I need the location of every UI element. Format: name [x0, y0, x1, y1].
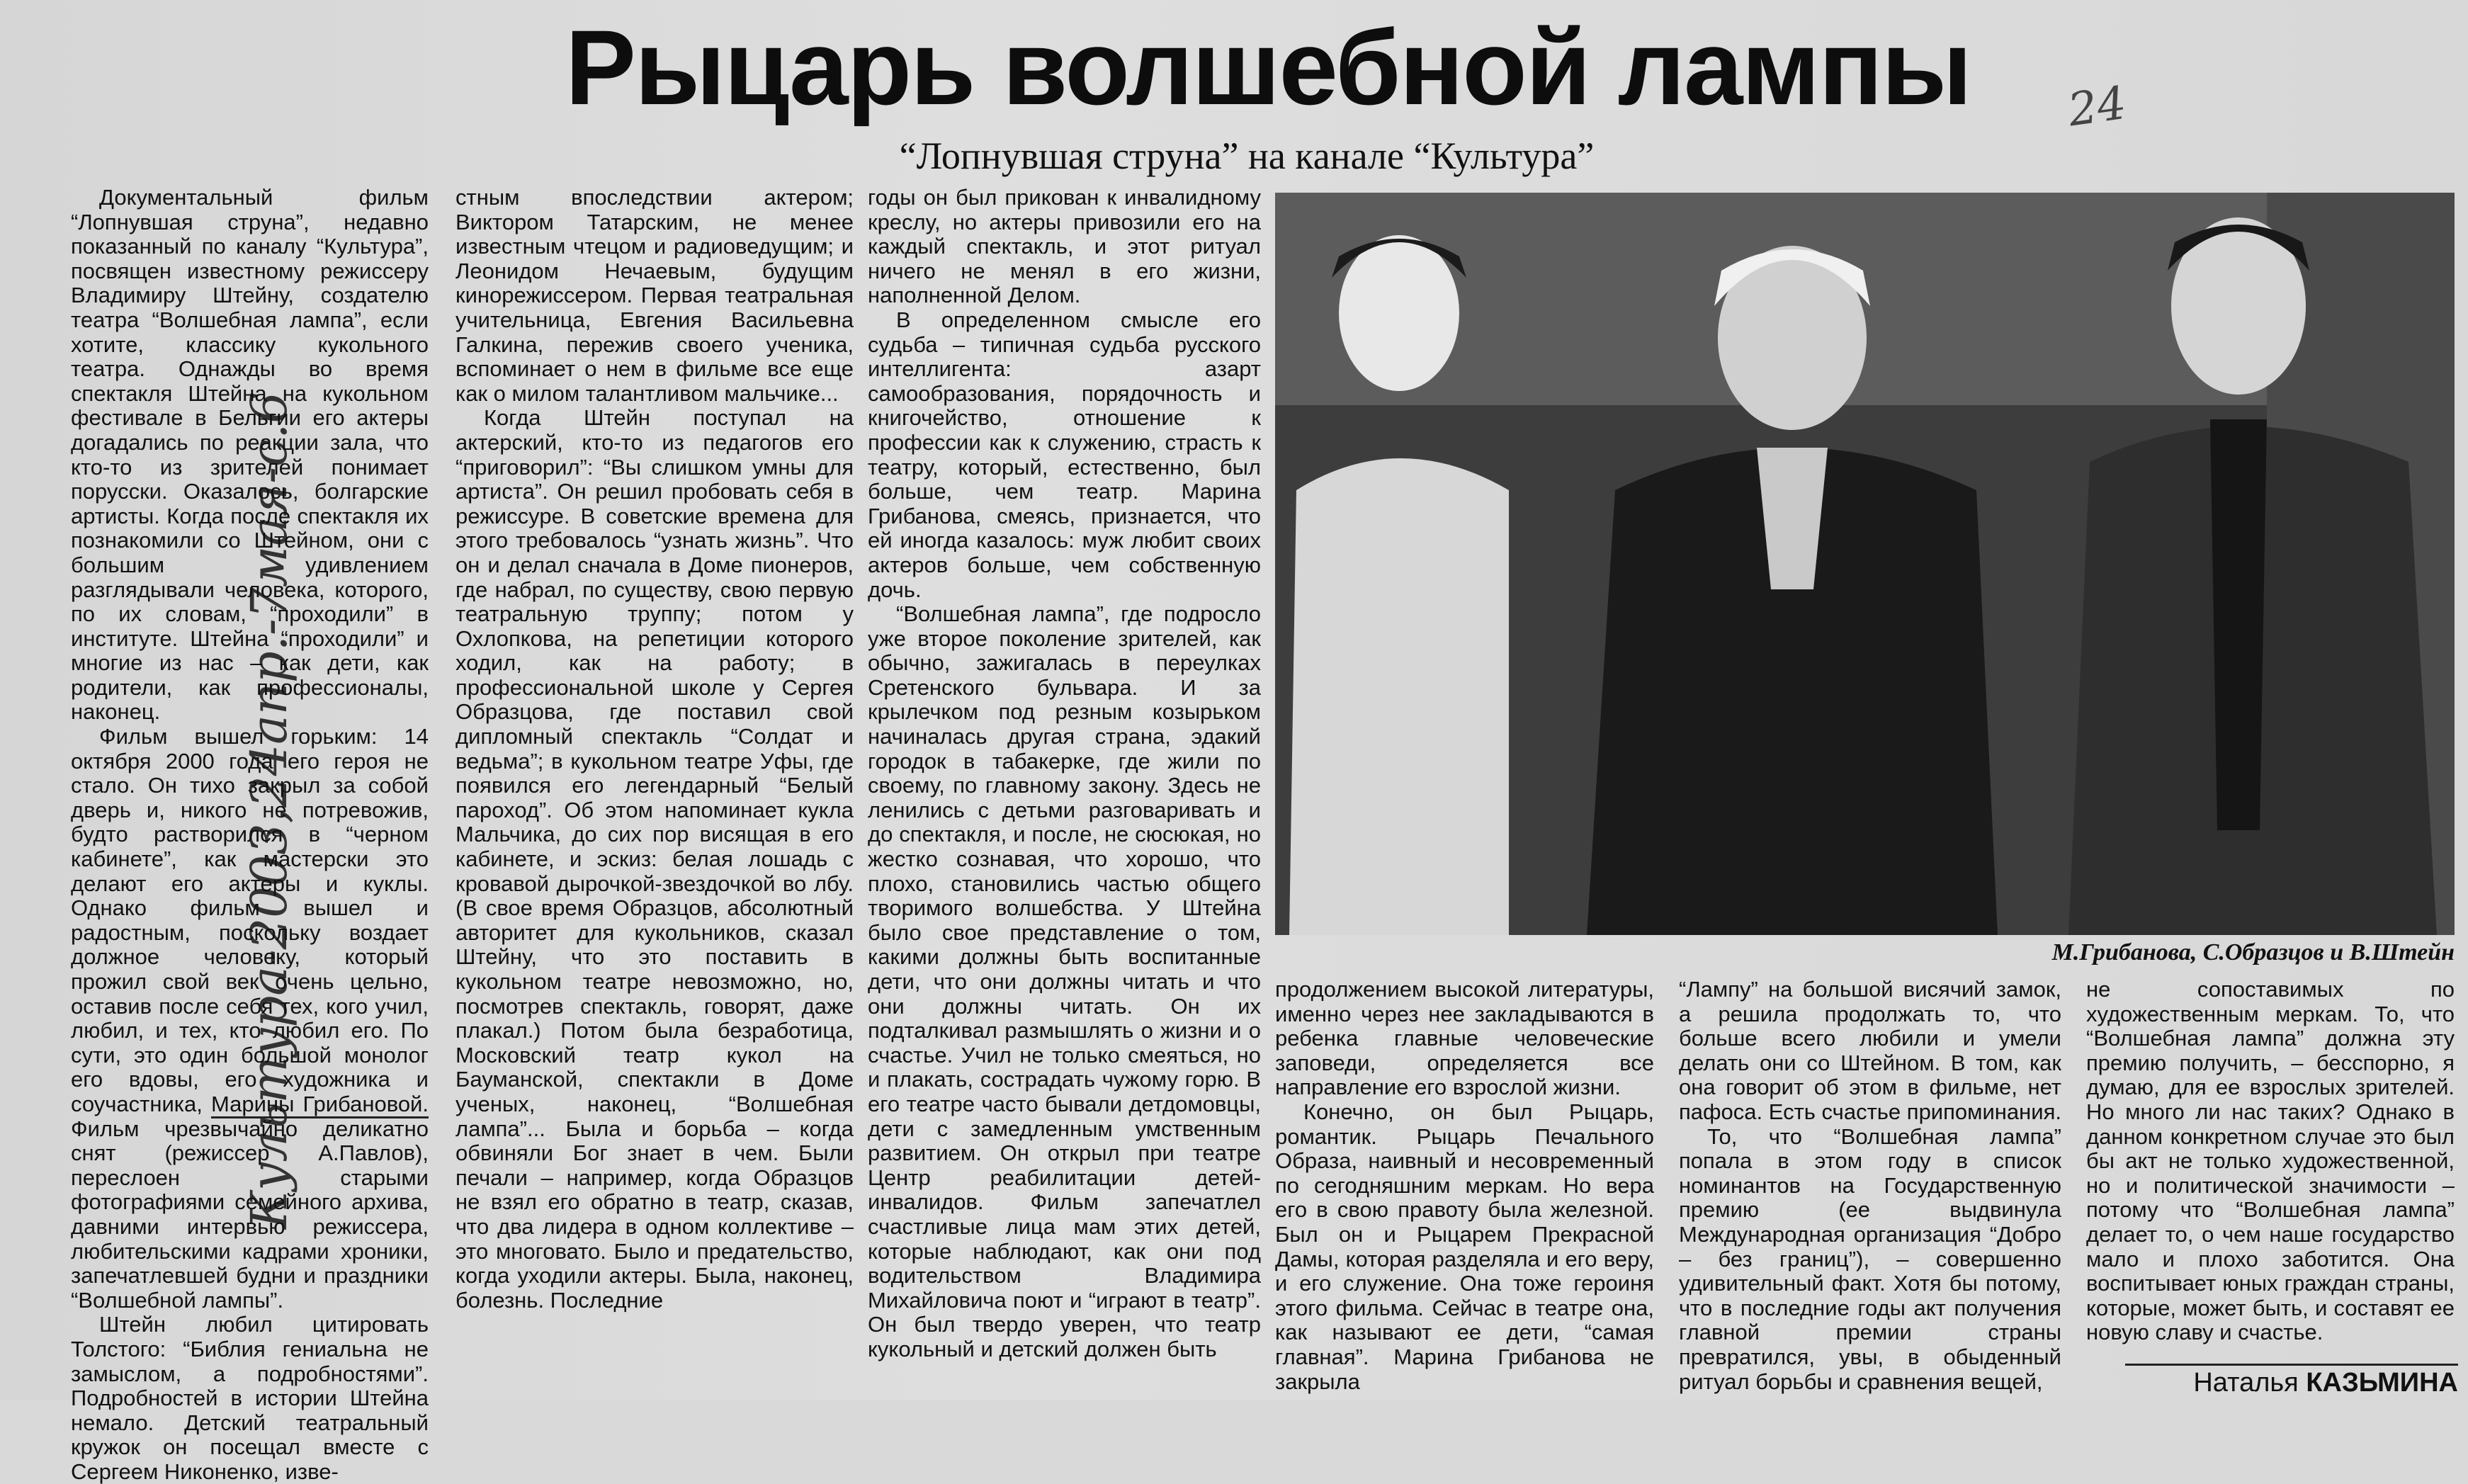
article-column-1 — [71, 185, 429, 1484]
woman-blouse — [1289, 458, 1509, 935]
paragraph: То, что “Волшебная лампа” попала в этом году в список номинантов на Государственную премию (ее выдвинула Международная организация “Добро – без границ”), – совершенно удивительный факт. Хотя бы потому, что в последние годы акт получения главной премии страны превратился, увы, в обыденный ритуал борьбы и сравнения вещей, — [1679, 1123, 2061, 1394]
handwritten-margin-note: Культура-2003,24апр.-7мая-с.6 — [240, 392, 298, 1229]
article-column-6 — [2086, 978, 2455, 1353]
paragraph: Когда Штейн поступал на актерский, кто-то из педагогов его “приговорил”: “Вы слишком умны для артиста”. Он решил пробовать себя в режиссуре. В советские времена для этого требовалось “узнать жизнь”. Что он и делал сначала в Доме пионеров, где набрал, по существу, свою первую театральную труппу; потом у Охлопкова, на репетиции которого ходил, как на работу; в профессиональной школе у Сергея Образцова, где поставил свой дипломный спектакль “Солдат и ведьма”; в кукольном театре Уфы, где появился его легендарный “Белый пароход”. Об этом напоминает кукла Мальчика, до сих пор висящая в его кабинете, и эскиз: белая лошадь с кровавой дырочкой-звездочкой во лбу. (В свое время Образцов, абсолютный авторитет для кукольников, сказал Штейну, что это поставить в кукольном театре невозможно, но, посмотрев спектакль, говорят, даже плакал.) Потом была безработица, Московский театр кукол на Бауманской, спектакли в Доме ученых, наконец, “Волшебная лампа”... Была и борьба – когда обвиняли Бог знает в чем. Были печали – например, когда Образцов не взял его обратно в театр, сказав, что два лидера в одном коллективе – это многовато. Было и предательство, когда уходили актеры. Была, наконец, болезнь. Последние — [455, 405, 854, 1313]
paragraph-text: Фильм вышел горьким: 14 октября 2000 года его героя не стало. Он тихо закрыл за собой дверь и, никого не потревожив, будто растворился в “черном кабинете”, как мастерски это делают его актеры и куклы. Однако фильм вышел и радостным, поскольку воздает должное человеку, который прожил свой век очень цельно, оставив после себя тех, кого учил, любил, и тех, кто любил его. По сути, это один большой монолог его вдовы, его художника и соучастника, — [71, 724, 429, 1116]
paragraph: Документальный фильм “Лопнувшая струна”, недавно показанный по каналу “Культура”, посвящен известному режиссеру Владимиру Штейну, создателю театра “Волшебная лампа”, если хотите, классику кукольного театра. Однажды во время спектакля Штейна на кукольном фестивале в Бельгии его актеры догадались по реакции зала, что кто-то из зрителей понимает порусски. Оказалось, болгарские артисты. Когда после спектакля их познакомили со Штейном, они с большим удивлением разглядывали человека, которого, по их словам, “проходили” в институте. Штейна “проходили” и многие из нас – как дети, как родители, как профессионалы, наконец. — [71, 185, 429, 725]
author-first-name: Наталья — [2193, 1368, 2299, 1398]
photo-caption: М.Грибанова, С.Образцов и В.Штейн — [2051, 939, 2455, 965]
article-photo — [1275, 193, 2455, 935]
paragraph: “Лампу” на большой висячий замок, а решила продолжать то, что больше всего любили и умели делать они со Штейном. В том, как она говорит об этом в фильме, нет пафоса. Есть счастье припоминания. — [1679, 977, 2061, 1124]
headline: Рыцарь волшебной лампы — [565, 8, 1971, 127]
article-column-5 — [1679, 978, 2061, 1395]
woman-face — [1339, 235, 1459, 391]
paragraph — [71, 725, 429, 1313]
paragraph-text: Фильм чрезвычайно деликатно снят (режиссер А.Павлов), переслоен старыми фотографиями семейного архива, давними интервью режиссера, любительскими кадрами хроники, запечатлевшей будни и праздники “Волшебной лампы”. — [71, 1116, 429, 1313]
paragraph: В определенном смысле его судьба – типичная судьба русского интеллигента: азарт самообразования, порядочность и книгочейство, отношение к профессии как к служению, страсть к театру, который, естественно, был больше, чем театр. Марина Грибанова, смеясь, признается, что ей иногда казалось: муж любит своих актеров больше, чем собственную дочь. — [868, 307, 1261, 602]
author-last-name: КАЗЬМИНА — [2306, 1368, 2458, 1398]
paragraph: продолжением высокой литературы, именно через нее закладываются в ребенка главные человеческие заповеди, определяется все направление его взрослой жизни. — [1275, 977, 1654, 1100]
paragraph: Конечно, он был Рыцарь, романтик. Рыцарь Печального Образа, наивный и несовременный по сегодняшним меркам. Но вера его в свою правоту была железной. Был он и Рыцарем Прекрасной Дамы, которая разделяла и его веру, и его служение. Она тоже героиня этого фильма. Сейчас в театре она, как называют ее дети, “самая главная”. Марина Грибанова не закрыла — [1275, 1099, 1654, 1394]
paragraph: не сопоставимых по художественным меркам. То, что “Волшебная лампа” должна эту премию получить, – бесспорно, я думаю, для ее взрослых зрителей. Но много ли нас таких? Однако в данном конкретном случае это был бы акт не только художественной, но и политической значимости – потому что “Волшебная лампа” делает то, о чем наше государство мало и плохо заботится. Она воспитывает юных граждан страны, которые, может быть, и составят ее новую славу и счастье. — [2086, 977, 2455, 1345]
paragraph: годы он был прикован к инвалидному креслу, но актеры привозили его на каждый спектакль, и этот ритуал ничего не менял в его жизни, наполненной Делом. — [868, 185, 1261, 308]
handwritten-page-mark: 24 — [2065, 77, 2130, 137]
paragraph: “Волшебная лампа”, где подросло уже второе поколение зрителей, как обычно, зажигалась в переулках Сретенского бульвара. И за крылечком под резным козырьком начиналась другая страна, эдакий городок в табакерке, где жили по своему, по главному закону. Здесь не ленились с детьми разговаривать и до спектакля, и после, не сюсюкая, но жестко сознавая, что хорошо, что плохо, становились частью общего творимого волшебства. У Штейна было свое представление о том, какими должны быть воспитанные дети, что они должны читать и что они должны читать. Он их подталкивал размышлять о жизни и о счастье. Учил не только смеяться, но и плакать, сострадать чужому горю. В его театре часто бывали детдомовцы, дети с замедленным умственным развитием. Он открыл при театре Центр реабилитации детей-инвалидов. Фильм запечатлел счастливые лица мам этих детей, которые наблюдают, как они под водительством Владимира Михайловича поют и “играют в театр”. Он был твердо уверен, что театр кукольный и детский должен быть — [868, 601, 1261, 1361]
subheadline: “Лопнувшая струна” на канале “Культура” — [899, 135, 1595, 177]
article-column-4 — [1275, 978, 1654, 1395]
article-column-3 — [868, 186, 1261, 1397]
paragraph: Штейн любил цитировать Толстого: “Библия гениальна не замыслом, а подробностями”. Подробностей в истории Штейна немало. Детский театральный кружок он посещал вместе с Сергеем Никоненко, изве- — [71, 1312, 429, 1484]
author-byline — [2125, 1364, 2458, 1400]
paragraph: стным впоследствии актером; Виктором Татарским, не менее известным чтецом и радиоведущим; и Леонидом Нечаевым, будущим кинорежиссером. Первая театральная учительница, Евгения Васильевна Галкина, пережив своего ученика, вспоминает о нем в фильме все еще как о милом талантливом мальчике... — [455, 185, 854, 406]
underlined-name: Марины Грибановой. — [211, 1092, 429, 1118]
photo-illustration — [1275, 193, 2455, 935]
article-column-2 — [455, 186, 854, 1397]
